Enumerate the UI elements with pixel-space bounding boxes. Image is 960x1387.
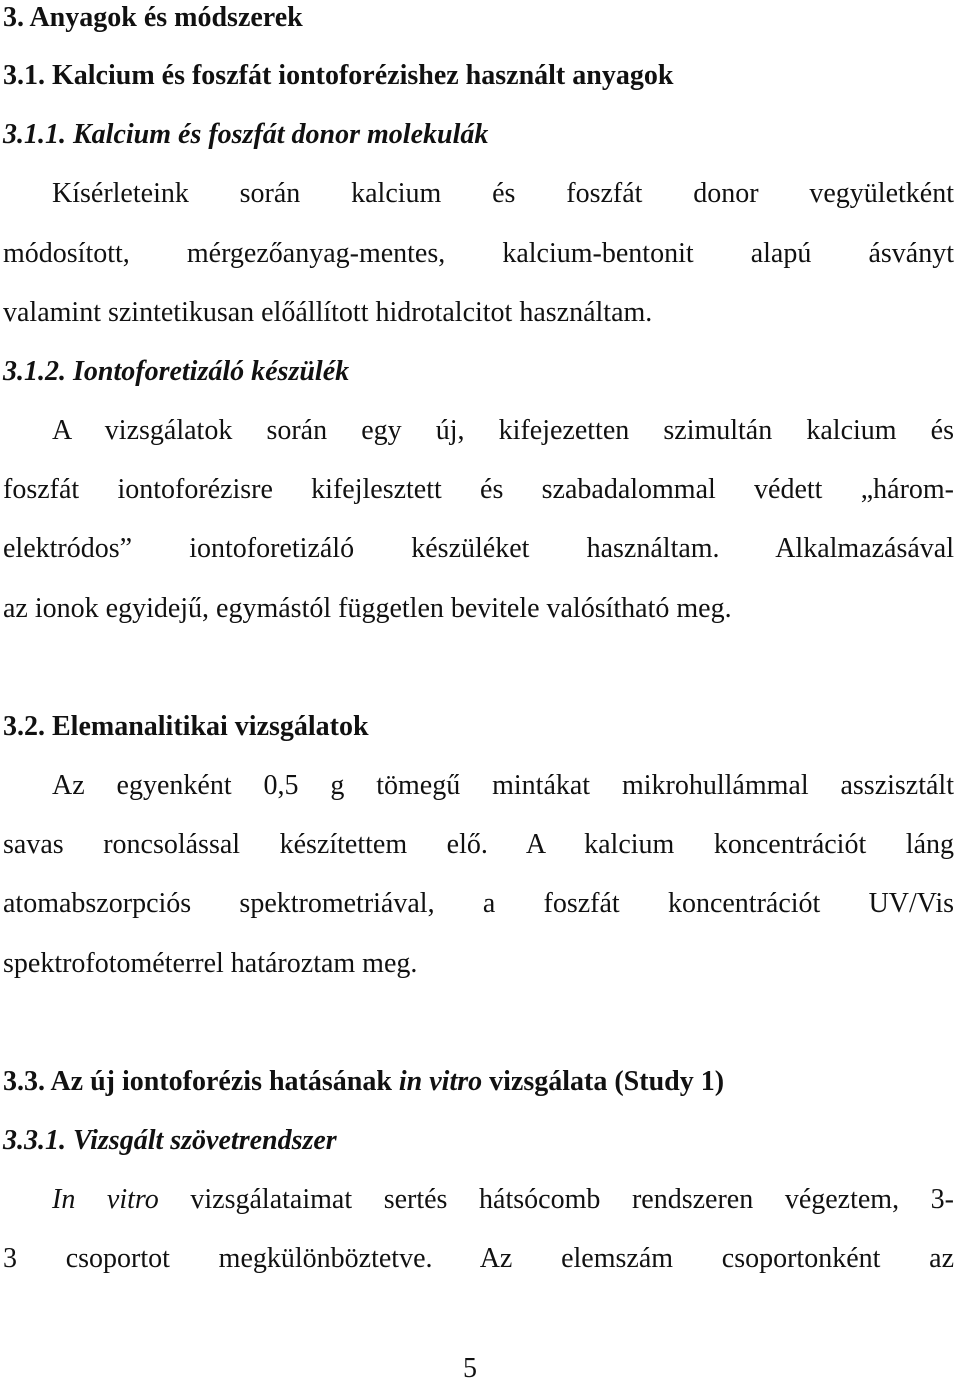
paragraph-line: atomabszorpciós spektrometriával, a foszfát koncentrációt UV/Vis <box>3 888 954 919</box>
italic-term: In vitro <box>52 1184 159 1215</box>
paragraph-line <box>52 1182 954 1218</box>
section-heading-3-2: 3.2. Elemanalitikai vizsgálatok <box>3 711 369 742</box>
heading-italic-text: in vitro <box>398 1066 483 1097</box>
section-heading-3: 3. Anyagok és módszerek <box>3 2 303 33</box>
section-heading-3-3-1: 3.3.1. Vizsgált szövetrendszer <box>3 1125 337 1156</box>
paragraph-line: foszfát iontoforézisre kifejlesztett és szabadalommal védett „három- <box>3 474 954 505</box>
paragraph-line: A vizsgálatok során egy új, kifejezetten szimultán kalcium és <box>52 415 954 446</box>
page-number: 5 <box>463 1353 477 1384</box>
paragraph-line: valamint szintetikusan előállított hidrotalcitot használtam. <box>3 297 653 328</box>
paragraph-text: vizsgálataimat sertés hátsócomb rendszeren végeztem, 3- <box>158 1184 955 1215</box>
paragraph-line: 3 csoportot megkülönböztetve. Az elemszám csoportonként az <box>3 1243 954 1274</box>
paragraph-line: Az egyenként 0,5 g tömegű mintákat mikrohullámmal asszisztált <box>52 770 954 801</box>
paragraph-line: módosított, mérgezőanyag-mentes, kalcium-bentonit alapú ásványt <box>3 238 954 269</box>
paragraph-line: spektrofotométerrel határoztam meg. <box>3 948 418 979</box>
section-heading-3-3 <box>3 1064 954 1100</box>
paragraph-line: Kísérleteink során kalcium és foszfát donor vegyületként <box>52 178 954 209</box>
section-heading-3-1-2: 3.1.2. Iontoforetizáló készülék <box>3 356 350 387</box>
section-heading-3-1-1: 3.1.1. Kalcium és foszfát donor molekulák <box>3 119 489 150</box>
section-heading-3-1: 3.1. Kalcium és foszfát iontoforézishez használt anyagok <box>3 60 674 91</box>
heading-text: 3.3. Az új iontoforézis hatásának <box>3 1066 399 1097</box>
paragraph-line: elektródos” iontoforetizáló készüléket használtam. Alkalmazásával <box>3 533 954 564</box>
paragraph-line: az ionok egyidejű, egymástól független bevitele valósítható meg. <box>3 593 732 624</box>
heading-text: vizsgálata (Study 1) <box>482 1066 725 1097</box>
paragraph-line: savas roncsolással készítettem elő. A kalcium koncentrációt láng <box>3 829 954 860</box>
